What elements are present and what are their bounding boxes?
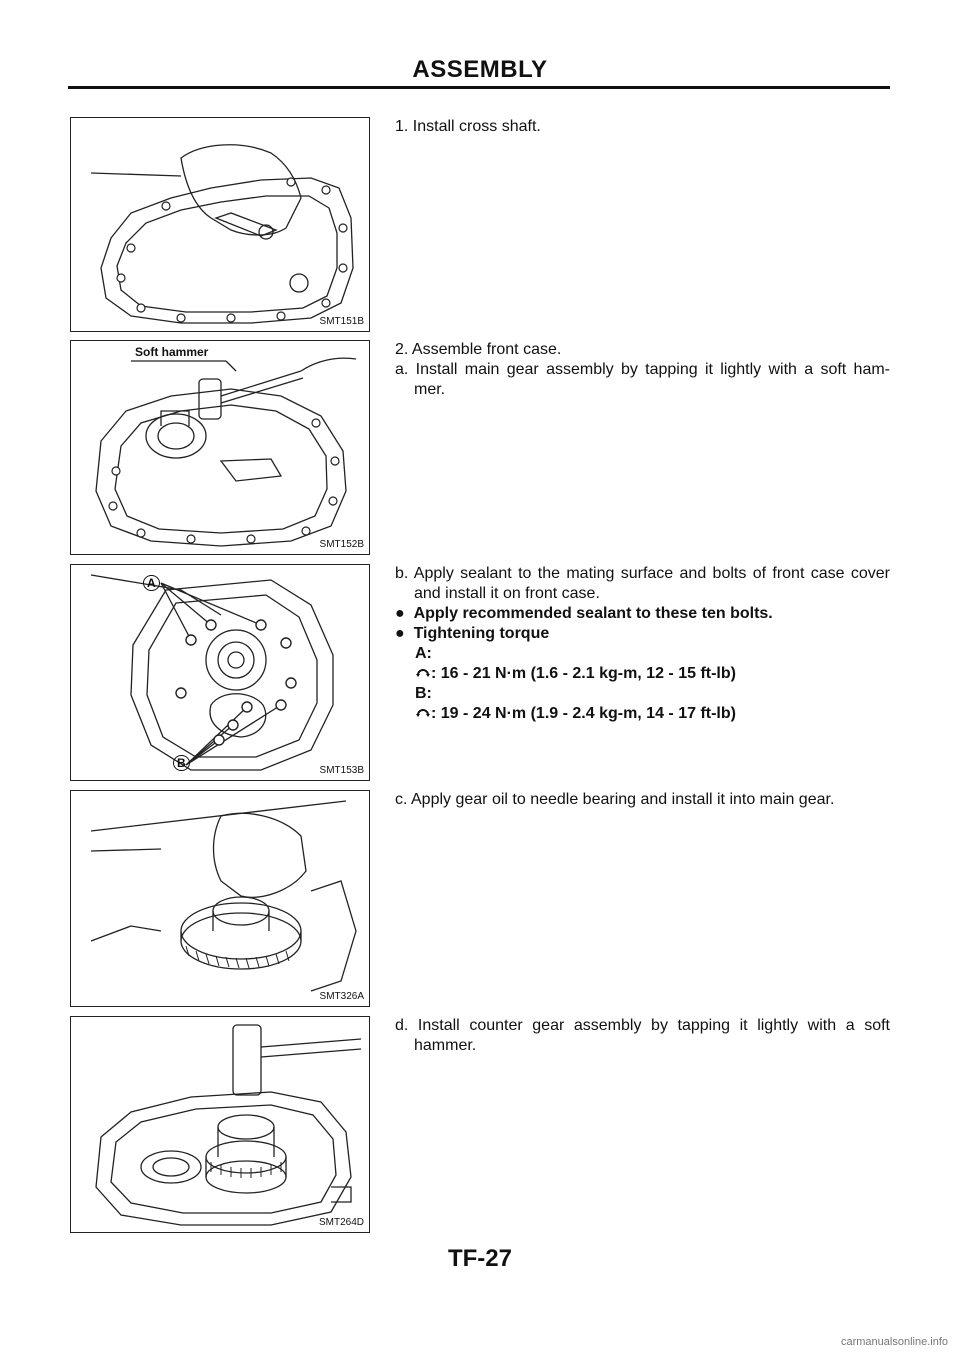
step-2d-text: [395, 1016, 890, 1056]
needle-bearing-illustration: [71, 791, 369, 1006]
cross-shaft-illustration: [71, 118, 369, 331]
counter-gear-illustration: [71, 1017, 369, 1232]
torque-wrench-icon: [415, 706, 431, 722]
torque-a-value: : 16 - 21 N·m (1.6 - 2.1 kg-m, 12 - 15 ft-lb): [431, 665, 736, 682]
figure-code: SMT153B: [319, 765, 364, 776]
figure-cross-shaft: [70, 117, 370, 332]
step-2-text: [395, 340, 890, 400]
step-2d: d. Install counter gear assembly by tapping it lightly with a soft hammer.: [395, 1017, 890, 1054]
header-rule: [68, 86, 890, 89]
figure-code: SMT326A: [319, 991, 364, 1002]
bullet-icon: ●: [395, 625, 414, 642]
front-case-bolts-illustration: [71, 565, 369, 780]
callout-b: B: [173, 755, 190, 771]
figure-needle-bearing: [70, 790, 370, 1007]
sealant-bullet: ● Apply recommended sealant to these ten bolts.: [395, 605, 773, 622]
torque-wrench-icon: [415, 666, 431, 682]
torque-b-row: [395, 704, 890, 724]
figure-soft-hammer: [70, 340, 370, 555]
step-2c: c. Apply gear oil to needle bearing and install it into main gear.: [395, 791, 835, 808]
torque-a-row: [395, 664, 890, 684]
torque-b-value: : 19 - 24 N·m (1.9 - 2.4 kg-m, 14 - 17 ft-lb): [431, 705, 736, 722]
figure-counter-gear: [70, 1016, 370, 1233]
step-2c-text: [395, 790, 890, 810]
figure-code: SMT264D: [318, 1217, 364, 1228]
soft-hammer-label: Soft hammer: [135, 345, 209, 359]
figure-front-case-bolts: [70, 564, 370, 781]
step-1: 1. Install cross shaft.: [395, 118, 541, 135]
callout-a: A: [143, 575, 160, 591]
page-header-title: ASSEMBLY: [412, 56, 548, 83]
torque-bullet: ● Tightening torque: [395, 625, 550, 642]
step-2: 2. Assemble front case.: [395, 341, 562, 358]
torque-b-label: B:: [415, 685, 432, 702]
torque-a-label: A:: [415, 645, 432, 662]
step-2b-text: [395, 564, 890, 724]
step-2a: a. Install main gear assembly by tapping it lightly with a soft ham- mer.: [395, 361, 890, 398]
bullet-icon: ●: [395, 605, 414, 622]
step-2b: b. Apply sealant to the mating surface and bolts of front case cover and install it on front case.: [395, 565, 890, 602]
watermark: carmanualsonline.info: [840, 1336, 948, 1348]
page-number: TF-27: [447, 1245, 512, 1272]
step-1-text: [395, 117, 890, 137]
figure-code: SMT152B: [319, 539, 364, 550]
soft-hammer-illustration: [71, 341, 369, 554]
figure-code: SMT151B: [319, 316, 364, 327]
